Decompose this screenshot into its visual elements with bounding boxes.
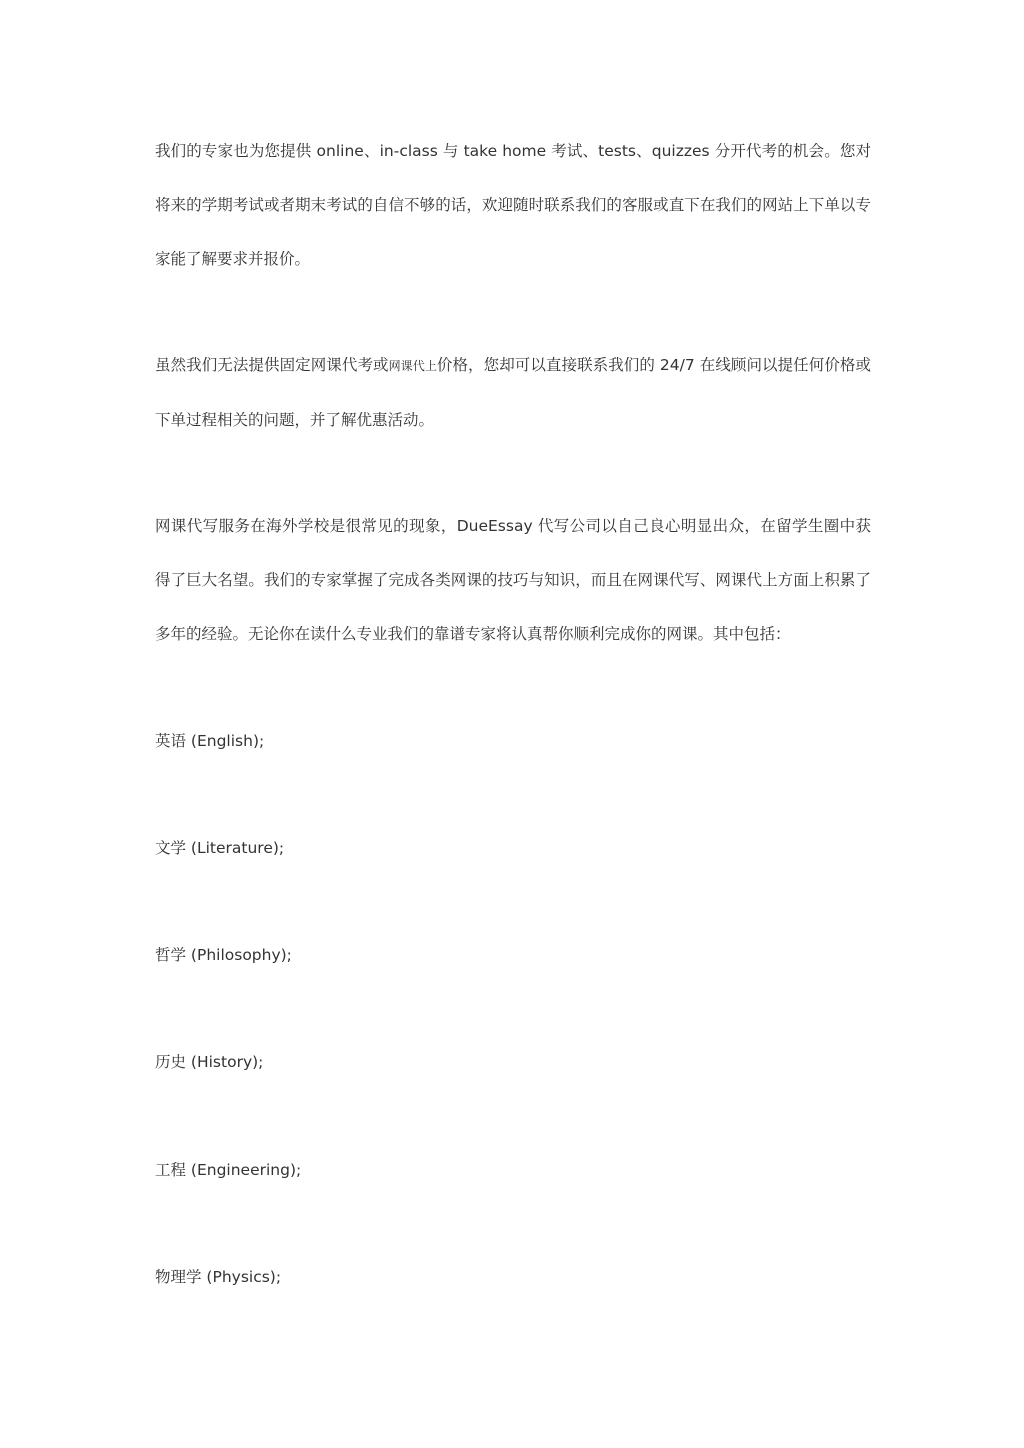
pricing-text-part1: 虽然我们无法提供固定网课代考或 [155, 356, 389, 374]
subject-item-english: 英语 (English); [155, 732, 265, 750]
subject-item-literature: 文学 (Literature); [155, 839, 285, 857]
pricing-text-small: 网课代上 [388, 359, 437, 373]
paragraph-service-intro: 网课代写服务在海外学校是很常见的现象，DueEssay 代写公司以自己良心明显出众，在留学生圈中获得了巨大名望。我们的专家掌握了完成各类网课的技巧与知识，而且在网课代写、网课代上方面上积累了多年的经验。无论你在读什么专业我们的靠谱专家将认真帮你顺利完成你的网课。其中包括： [155, 517, 871, 643]
paragraph-pricing [155, 338, 871, 447]
subject-item-history: 历史 (History); [155, 1053, 264, 1071]
paragraph-exam-service: 我们的专家也为您提供 online、in-class 与 take home 考试、tests、quizzes 分开代考的机会。您对将来的学期考试或者期末考试的自信不够的话，欢迎随时联系我们的客服或直下在我们的网站上下单以专家能了解要求并报价。 [155, 142, 871, 268]
subject-item-engineering: 工程 (Engineering); [155, 1161, 302, 1179]
pricing-text-part3: 价格，您却可以直接联系我们的 24/7 在线顾问以提任何价格或下单过程相关的问题，并了解优惠活动。 [155, 356, 871, 429]
subject-item-philosophy: 哲学 (Philosophy); [155, 946, 292, 964]
subject-item-physics: 物理学 (Physics); [155, 1268, 282, 1286]
